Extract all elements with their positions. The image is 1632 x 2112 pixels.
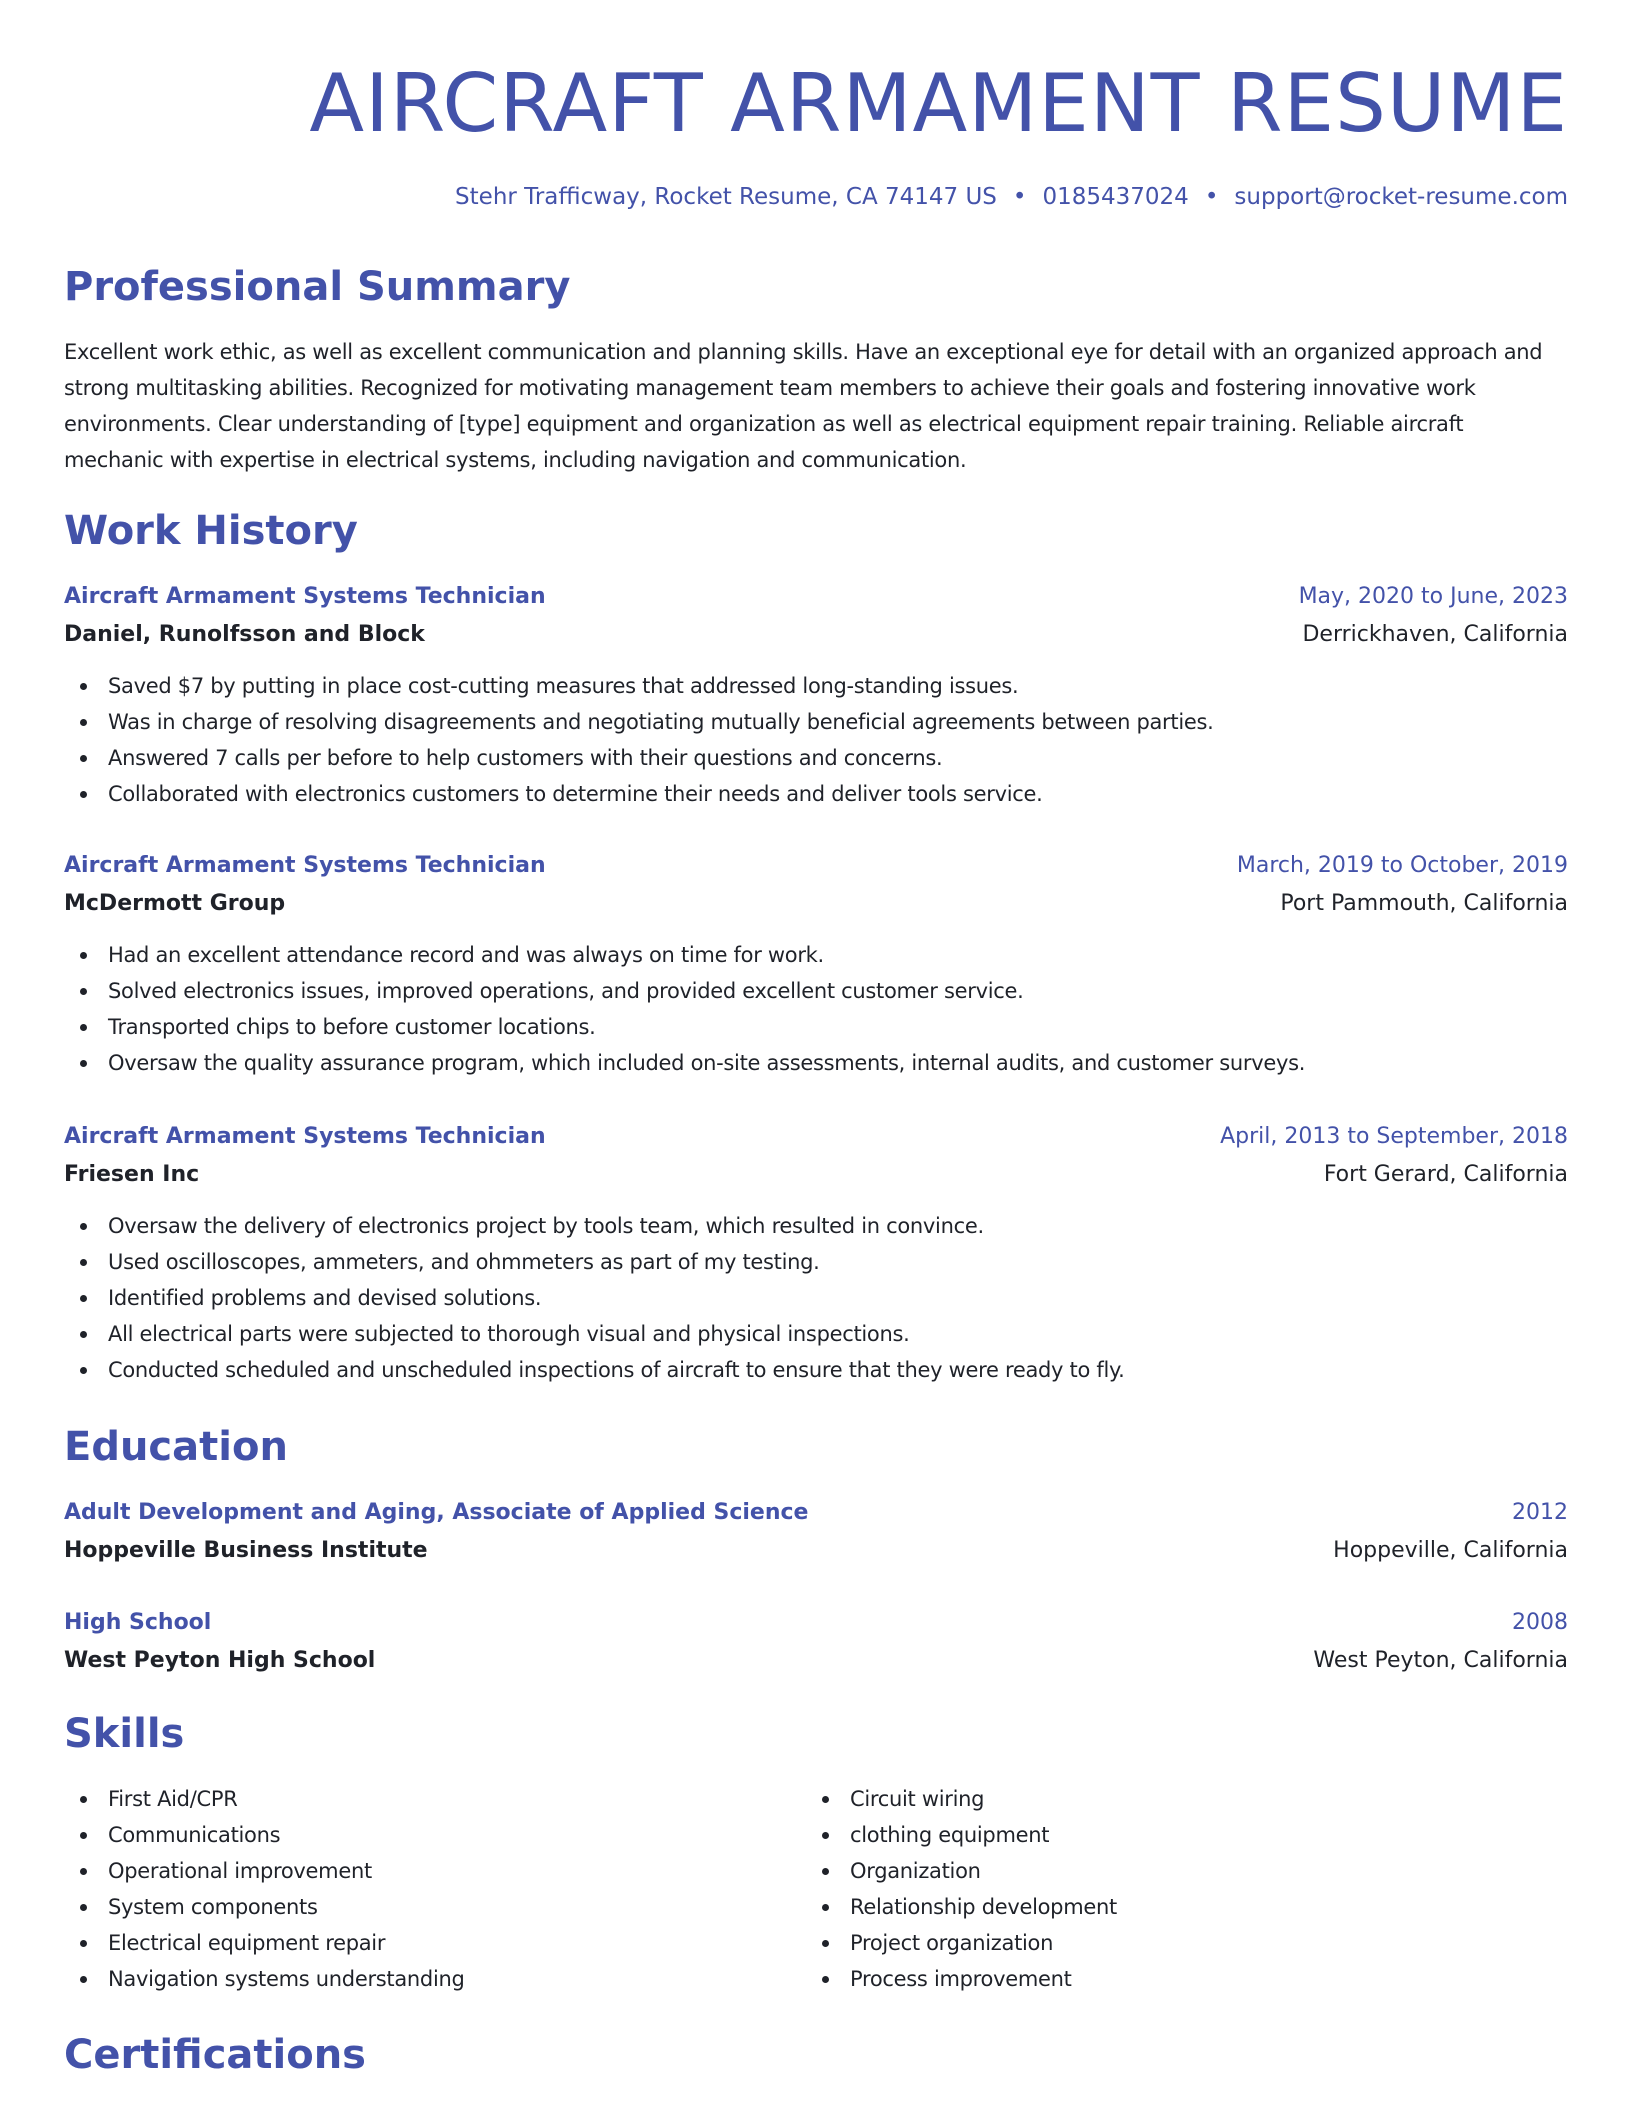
list-item: Oversaw the quality assurance program, which included on-site assessments, internal audits, and customer surveys. [64, 1045, 1568, 1081]
skills-column-right [806, 1781, 1117, 1997]
skill-item: Project organization [806, 1925, 1117, 1961]
job-company-row [64, 616, 1568, 654]
job-title: Aircraft Armament Systems Technician [64, 584, 546, 609]
summary-heading: Professional Summary [64, 264, 571, 310]
job-title: Aircraft Armament Systems Technician [64, 853, 546, 878]
document-title: AIRCRAFT ARMAMENT RESUME [309, 57, 1568, 150]
skill-item: Communications [64, 1817, 465, 1853]
job-dates: April, 2013 to September, 2018 [1220, 1124, 1568, 1149]
job-entry [64, 1118, 1568, 1388]
job-dates: May, 2020 to June, 2023 [1298, 584, 1568, 609]
job-company-row [64, 885, 1568, 923]
job-header-row [64, 847, 1568, 885]
job-location: Derrickhaven, California [1302, 622, 1568, 647]
skill-item: Navigation systems understanding [64, 1961, 465, 1997]
education-degree: High School [64, 1610, 212, 1635]
education-heading: Education [64, 1424, 288, 1470]
contact-address: Stehr Trafficway, Rocket Resume, CA 74147 US [455, 184, 997, 210]
job-company: McDermott Group [64, 891, 286, 916]
job-location: Fort Gerard, California [1323, 1162, 1568, 1187]
job-title: Aircraft Armament Systems Technician [64, 1124, 546, 1149]
resume-page [64, 0, 1568, 2112]
list-item: Solved electronics issues, improved operations, and provided excellent customer service. [64, 973, 1568, 1009]
list-item: Transported chips to before customer locations. [64, 1009, 1568, 1045]
list-item: Identified problems and devised solutions. [64, 1280, 1568, 1316]
list-item: Collaborated with electronics customers to determine their needs and deliver tools service. [64, 776, 1568, 812]
skills-column-left [64, 1781, 465, 1997]
skills-list [64, 1781, 465, 1997]
skills-list [806, 1781, 1117, 1997]
contact-line [455, 181, 1568, 213]
job-company: Friesen Inc [64, 1162, 200, 1187]
list-item: All electrical parts were subjected to thorough visual and physical inspections. [64, 1316, 1568, 1352]
skill-item: Electrical equipment repair [64, 1925, 465, 1961]
certifications-heading: Certifications [64, 2032, 366, 2078]
education-school: Hoppeville Business Institute [64, 1538, 428, 1563]
education-location: West Peyton, California [1313, 1648, 1568, 1673]
education-header-row [64, 1604, 1568, 1642]
education-school: West Peyton High School [64, 1648, 376, 1673]
job-company-row [64, 1156, 1568, 1194]
job-company: Daniel, Runolfsson and Block [64, 622, 425, 647]
contact-separator: • [1012, 184, 1027, 210]
work-history-heading: Work History [64, 508, 358, 554]
job-location: Port Pammouth, California [1280, 891, 1568, 916]
education-header-row [64, 1494, 1568, 1532]
list-item: Had an excellent attendance record and was always on time for work. [64, 937, 1568, 973]
job-header-row [64, 1118, 1568, 1156]
education-entry [64, 1494, 1568, 1570]
contact-phone: 0185437024 [1042, 184, 1189, 210]
education-degree: Adult Development and Aging, Associate of Applied Science [64, 1500, 809, 1525]
skill-item: First Aid/CPR [64, 1781, 465, 1817]
list-item: Was in charge of resolving disagreements and negotiating mutually beneficial agreements between parties. [64, 704, 1568, 740]
skill-item: Organization [806, 1853, 1117, 1889]
skill-item: Circuit wiring [806, 1781, 1117, 1817]
skill-item: Relationship development [806, 1889, 1117, 1925]
list-item: Saved $7 by putting in place cost-cutting measures that addressed long-standing issues. [64, 668, 1568, 704]
job-header-row [64, 578, 1568, 616]
job-bullets [64, 937, 1568, 1081]
contact-email[interactable]: support@rocket-resume.com [1234, 184, 1568, 210]
job-entry [64, 847, 1568, 1081]
skill-item: Process improvement [806, 1961, 1117, 1997]
skill-item: clothing equipment [806, 1817, 1117, 1853]
job-entry [64, 578, 1568, 812]
job-bullets [64, 1208, 1568, 1388]
summary-text: Excellent work ethic, as well as excellent communication and planning skills. Have an exceptional eye for detail with an organized approach and strong multitasking abilities. Recognized for motivating management team members to achieve their goals and fostering innovative work environments. Clear understanding of [type] equipment and organization as well as electrical equipment repair training. Reliable aircraft mechanic with expertise in electrical systems, including navigation and communication. [64, 340, 1543, 472]
contact-separator: • [1204, 184, 1219, 210]
list-item: Oversaw the delivery of electronics project by tools team, which resulted in convince. [64, 1208, 1568, 1244]
skills-heading: Skills [64, 1711, 185, 1757]
skill-item: Operational improvement [64, 1853, 465, 1889]
education-location: Hoppeville, California [1333, 1538, 1568, 1563]
list-item: Answered 7 calls per before to help customers with their questions and concerns. [64, 740, 1568, 776]
education-school-row [64, 1642, 1568, 1680]
list-item: Conducted scheduled and unscheduled inspections of aircraft to ensure that they were ready to fly. [64, 1352, 1568, 1388]
education-year: 2008 [1512, 1610, 1568, 1635]
job-dates: March, 2019 to October, 2019 [1236, 853, 1568, 878]
list-item: Used oscilloscopes, ammeters, and ohmmeters as part of my testing. [64, 1244, 1568, 1280]
education-year: 2012 [1512, 1500, 1568, 1525]
education-entry [64, 1604, 1568, 1680]
skill-item: System components [64, 1889, 465, 1925]
education-school-row [64, 1532, 1568, 1570]
job-bullets [64, 668, 1568, 812]
